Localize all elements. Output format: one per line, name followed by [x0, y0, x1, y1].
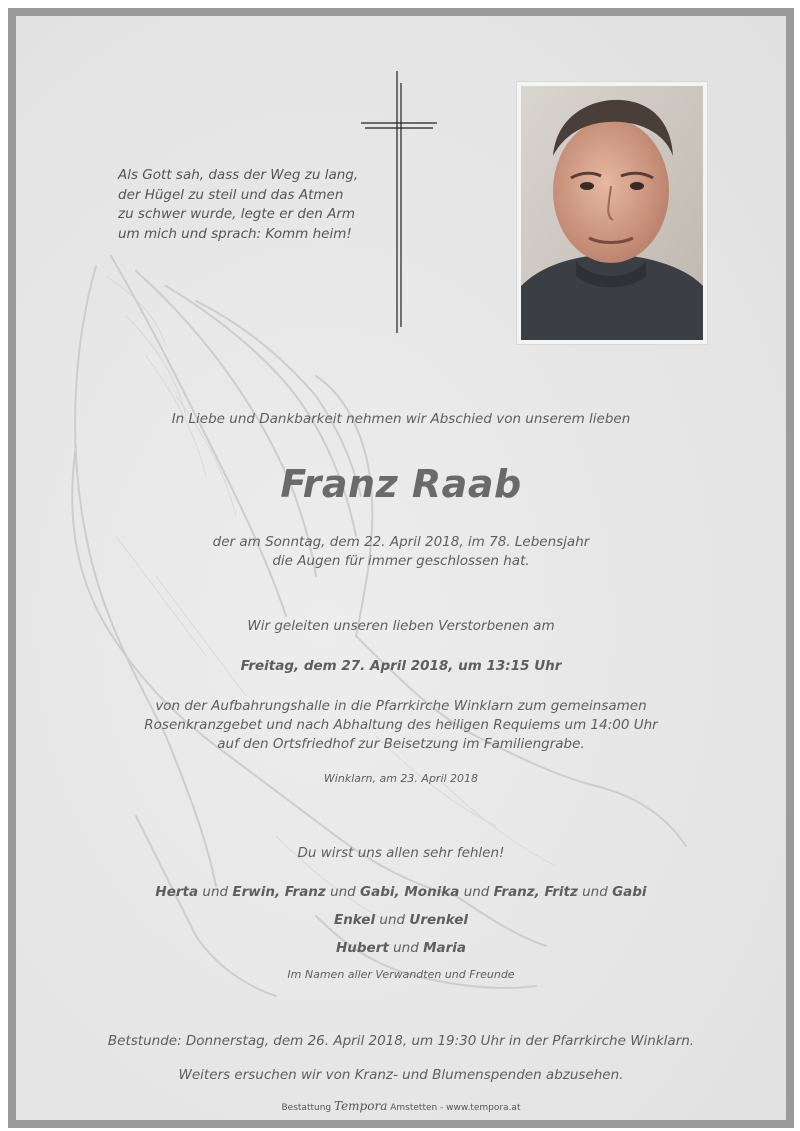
mourner-name: Gabi, Monika — [360, 884, 460, 900]
conjunction: und — [459, 884, 494, 900]
mourner-name: Enkel — [333, 912, 376, 928]
escort-text: Wir geleiten unseren lieben Verstorbenen am — [247, 618, 555, 634]
conjunction: und — [325, 884, 361, 900]
procession-text — [16, 697, 786, 754]
mourner-name: Gabi — [612, 884, 647, 900]
poem-line: um mich und sprach: Komm heim! — [118, 225, 352, 242]
obituary-card — [8, 8, 794, 1128]
procession-line: von der Aufbahrungshalle in die Pfarrkirche Winklarn zum gemeinsamen — [155, 698, 647, 714]
relatives-line: Im Namen aller Verwandten und Freunde — [287, 968, 515, 981]
mourners-row-2 — [16, 912, 786, 928]
deceased-name: Franz Raab — [280, 462, 522, 506]
cross-icon — [361, 71, 437, 333]
footer-suffix: Amstetten - www.tempora.at — [390, 1103, 521, 1113]
donation-note: Weiters ersuchen wir von Kranz- und Blumenspenden abzusehen. — [178, 1067, 624, 1083]
poem-line: der Hügel zu steil und das Atmen — [118, 186, 344, 203]
portrait-frame — [516, 81, 708, 345]
poem — [118, 166, 378, 244]
procession-line: auf den Ortsfriedhof zur Beisetzung im Familiengrabe. — [217, 736, 585, 752]
mourner-name: Maria — [423, 940, 467, 956]
footer-brand-logo: Tempora — [334, 1099, 388, 1113]
prayer-hour: Betstunde: Donnerstag, dem 26. April 2018, um 19:30 Uhr in der Pfarrkirche Winklarn. — [107, 1033, 695, 1049]
mourners-row-1 — [16, 884, 786, 900]
mourners-row-3 — [16, 940, 786, 956]
intro-text: In Liebe und Dankbarkeit nehmen wir Abschied von unserem lieben — [171, 411, 631, 427]
mourner-name: Urenkel — [409, 912, 469, 928]
death-notice — [16, 533, 786, 571]
mourner-name: Hubert — [335, 940, 389, 956]
conjunction: und — [198, 884, 233, 900]
place-date: Winklarn, am 23. April 2018 — [323, 772, 479, 785]
footer-prefix: Bestattung — [281, 1103, 332, 1113]
conjunction: und — [577, 884, 613, 900]
poem-line: zu schwer wurde, legte er den Arm — [118, 206, 356, 222]
death-notice-line: die Augen für immer geschlossen hat. — [272, 553, 530, 569]
conjunction: und — [375, 912, 410, 928]
portrait-photo — [521, 86, 703, 340]
procession-line: Rosenkranzgebet und nach Abhaltung des heiligen Requiems um 14:00 Uhr — [144, 717, 658, 733]
poem-line: Als Gott sah, dass der Weg zu lang, — [118, 167, 359, 183]
conjunction: und — [388, 940, 424, 956]
funeral-date: Freitag, dem 27. April 2018, um 13:15 Uhr — [240, 658, 562, 674]
mourner-name: Franz, Fritz — [493, 884, 578, 900]
farewell-line: Du wirst uns allen sehr fehlen! — [297, 845, 505, 861]
mourner-name: Herta — [155, 884, 199, 900]
footer-credit — [16, 1099, 786, 1113]
mourner-name: Erwin, Franz — [232, 884, 326, 900]
death-notice-line: der am Sonntag, dem 22. April 2018, im 78. Lebensjahr — [212, 534, 590, 550]
